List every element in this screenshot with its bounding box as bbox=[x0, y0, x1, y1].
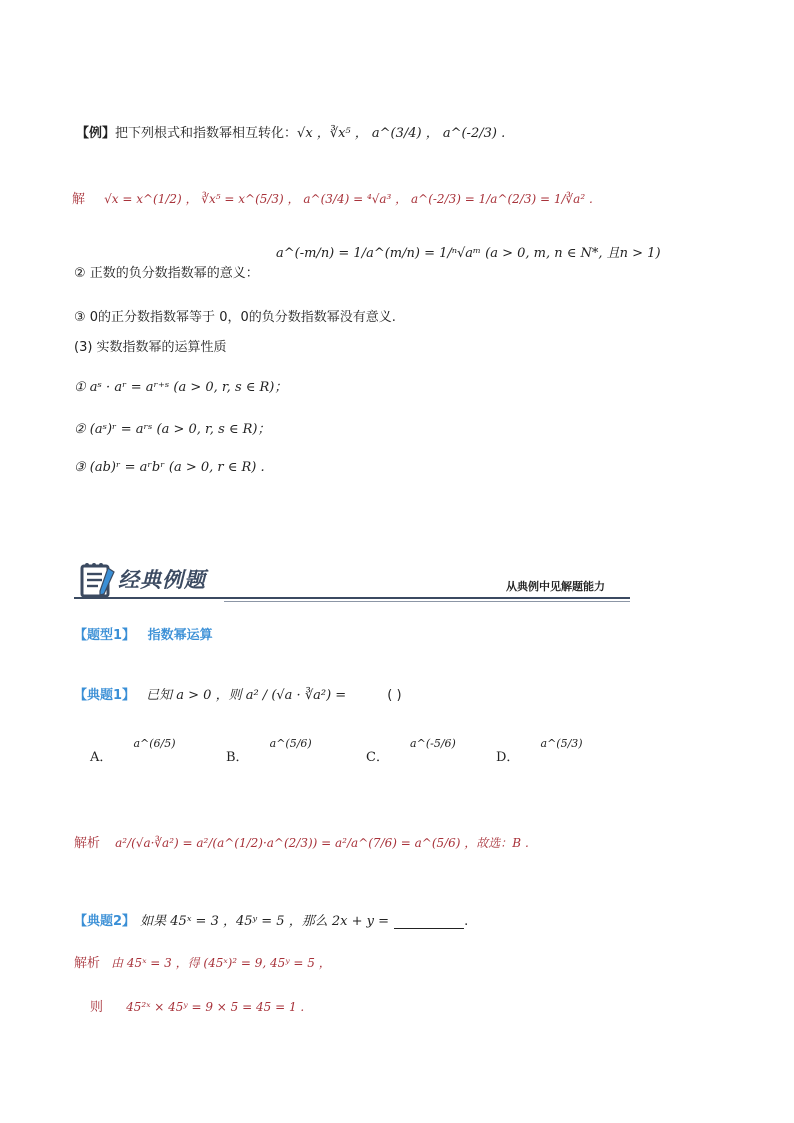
q1-option-b-value: a^(5/6) bbox=[269, 737, 312, 750]
property-3: ③ (ab)ʳ = aʳbʳ (a > 0, r ∈ R) . bbox=[74, 460, 265, 475]
property-2: ② (aˢ)ʳ = aʳˢ (a > 0, r, s ∈ R)； bbox=[74, 422, 271, 437]
question-type-label: 【题型1】 bbox=[74, 628, 136, 643]
q1-analysis-text: a²/(√a·∛a²) = a²/(a^(1/2)·a^(2/3)) = a²/a^(7/6) = a^(5/6) ，故选：B . bbox=[115, 836, 529, 850]
negative-exponent-formula: a^(-m/n) = 1/a^(m/n) = 1/ⁿ√aᵐ (a > 0, m, n ∈ N*, 且n > 1) bbox=[276, 246, 661, 261]
q2-label: 【典题2】 bbox=[74, 914, 136, 929]
notebook-pencil-icon bbox=[78, 560, 122, 600]
q1-option-a-letter: A． bbox=[90, 750, 113, 765]
zero-exponent-rule: ③ 0的正分数指数幂等于 0，0的负分数指数幂没有意义. bbox=[74, 310, 396, 325]
q1-option-a bbox=[90, 737, 176, 765]
q2-stem-line: 【典题2】 如果 45ˣ = 3 ，45ʸ = 5 ，那么 2x + y = . bbox=[74, 914, 469, 929]
property-1: ① aˢ · aʳ = aʳ⁺ˢ (a > 0, r, s ∈ R)； bbox=[74, 380, 288, 395]
q1-stem-line bbox=[74, 684, 402, 703]
banner-title: 经典例题 bbox=[118, 568, 206, 592]
q1-label: 【典题1】 bbox=[74, 688, 136, 703]
q1-option-b-letter: B． bbox=[226, 750, 249, 765]
q1-analysis-label: 解析 bbox=[74, 836, 101, 851]
q2-analysis-label: 解析 bbox=[74, 956, 101, 971]
solution-text: √x = x^(1/2) ， ∛x⁵ = x^(5/3) ， a^(3/4) = ⁴√a³ ， a^(-2/3) = 1/a^(2/3) = 1/∛a² . bbox=[104, 192, 593, 206]
q2-answer-blank bbox=[394, 916, 464, 929]
q2-step2-label: 则 bbox=[90, 1000, 104, 1015]
section-banner bbox=[74, 560, 630, 604]
example-prompt: 把下列根式和指数幂相互转化： bbox=[115, 126, 298, 141]
q1-option-c-value: a^(-5/6) bbox=[410, 737, 456, 750]
example-items: √x ，∛x⁵ ， a^(3/4) ， a^(-2/3) . bbox=[297, 126, 506, 141]
banner-rule-bottom bbox=[224, 601, 630, 602]
banner-rule-top bbox=[74, 597, 630, 599]
example-line bbox=[76, 122, 505, 141]
q1-stem: 已知 a > 0 ，则 a² / (√a · ∛a²) = bbox=[146, 688, 347, 703]
q1-option-d-letter: D． bbox=[496, 750, 520, 765]
q2-step1: 由 45ˣ = 3 ，得 (45ˣ)² = 9, 45ʸ = 5 ， bbox=[111, 956, 331, 970]
negative-exponent-rule: ② 正数的负分数指数幂的意义： bbox=[74, 266, 259, 281]
q2-analysis-step1 bbox=[74, 952, 331, 971]
example-solution bbox=[72, 188, 593, 207]
question-type bbox=[74, 624, 213, 643]
banner-subtitle: 从典例中见解题能力 bbox=[506, 580, 605, 593]
section3-title: (3) 实数指数幂的运算性质 bbox=[74, 340, 227, 355]
q1-answer-bracket: ( ) bbox=[387, 688, 402, 703]
q1-option-d-value: a^(5/3) bbox=[540, 737, 583, 750]
q2-analysis-step2 bbox=[90, 996, 304, 1015]
q2-step2: 45²ˣ × 45ʸ = 9 × 5 = 45 = 1 . bbox=[126, 1000, 305, 1014]
q1-option-d bbox=[496, 737, 583, 765]
q1-analysis bbox=[74, 832, 529, 851]
solution-label: 解 bbox=[72, 192, 86, 207]
q2-stem: 如果 45ˣ = 3 ，45ʸ = 5 ，那么 2x + y = bbox=[140, 914, 389, 929]
q1-option-c-letter: C． bbox=[366, 750, 389, 765]
example-label: 【例】 bbox=[76, 126, 116, 141]
q1-option-a-value: a^(6/5) bbox=[133, 737, 176, 750]
question-type-name: 指数幂运算 bbox=[147, 628, 213, 643]
q1-option-b bbox=[226, 737, 312, 765]
q1-option-c bbox=[366, 737, 456, 765]
